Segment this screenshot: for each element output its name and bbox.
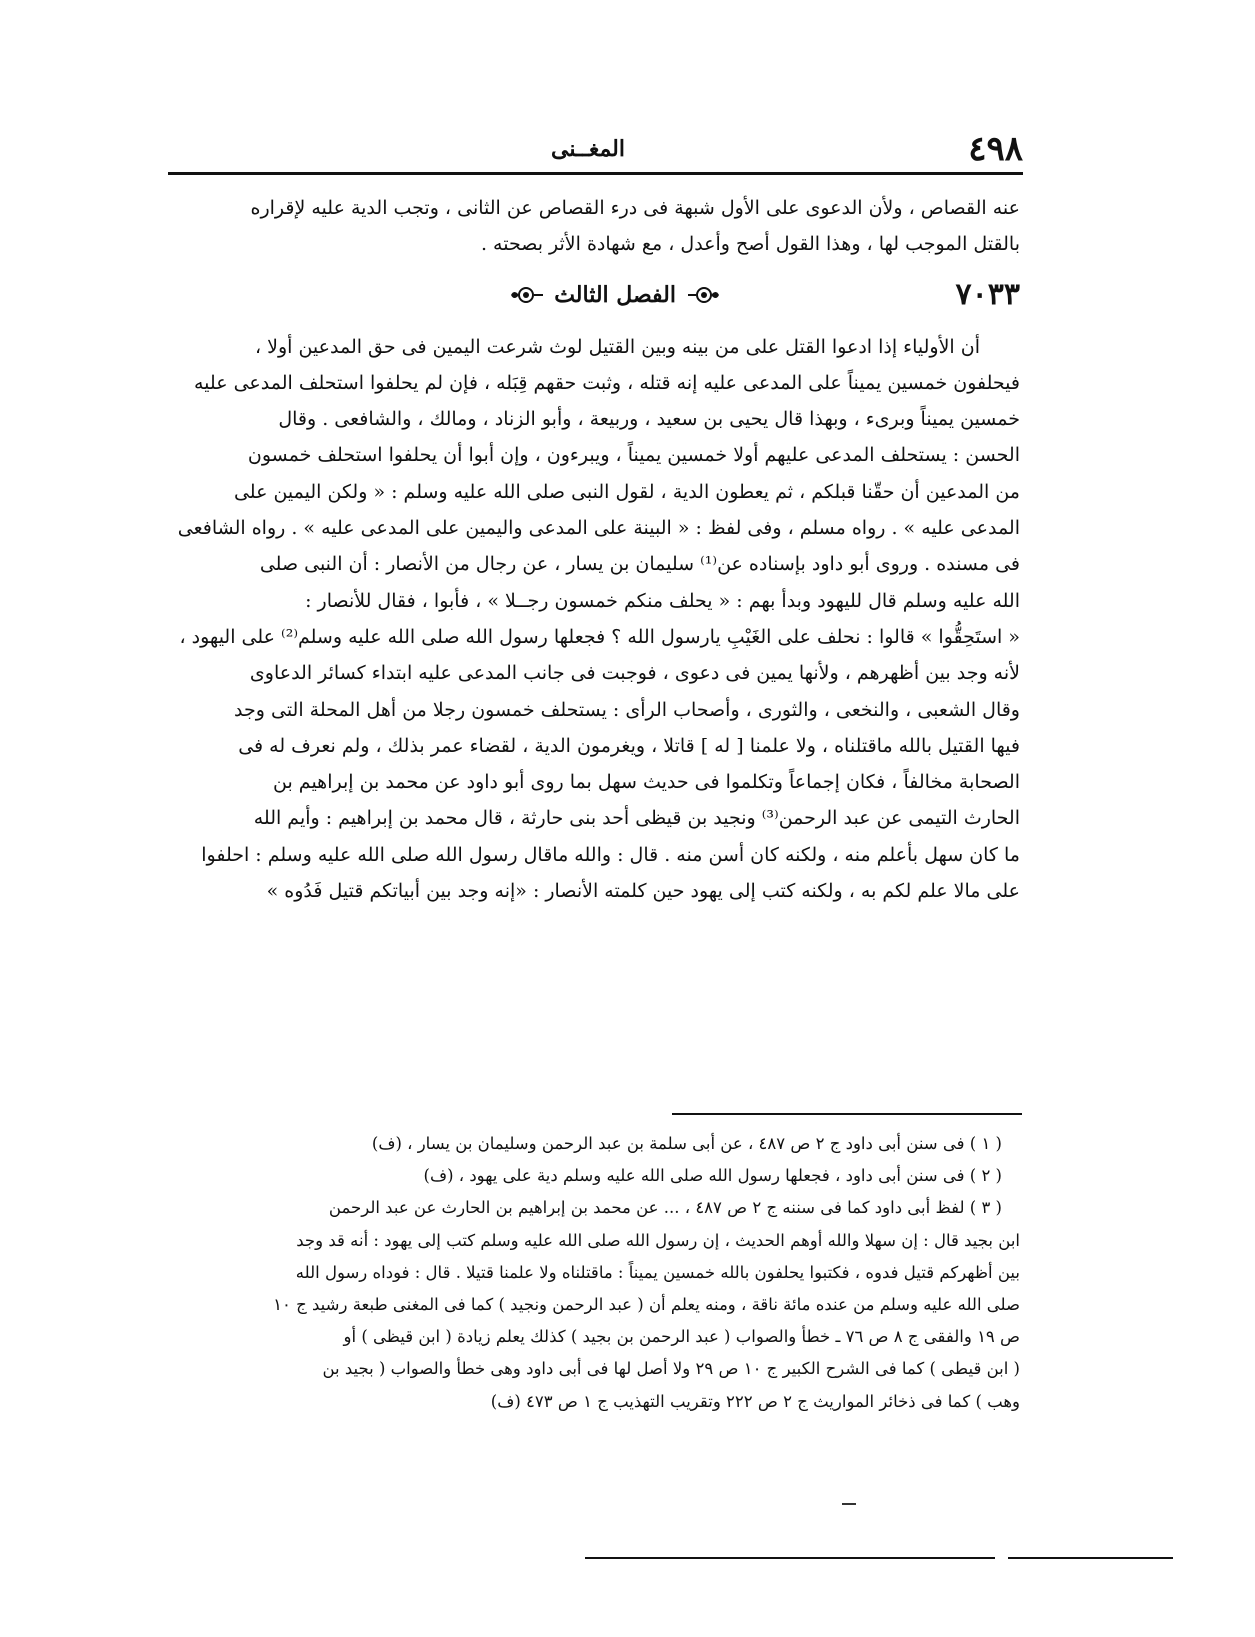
footnote-line: ( ١ ) فى سنن أبى داود ج ٢ ص ٤٨٧ ، عن أبى سلمة بن عبد الرحمن وسليمان بن يسار ، (ف) [371, 1134, 1002, 1153]
floral-ornament-icon [510, 284, 544, 306]
bottom-rule [1008, 1557, 1173, 1559]
footnotes [172, 1128, 1020, 1418]
footnote-line: ( ٢ ) فى سنن أبى داود ، فجعلها رسول الله صلى الله عليه وسلم دية على يهود ، (ف) [423, 1166, 1002, 1186]
text-line: الحارث التيمى عن عبد الرحمن⁽³⁾ ونجيد بن قيظى أحد بنى حارثة ، قال محمد بن إبراهيم : وأيم الله [253, 807, 1020, 830]
footnote-line: ( ٣ ) لفظ أبى داود كما فى سننه ج ٢ ص ٤٨٧ ، ... عن محمد بن إبراهيم بن الحارث عن عبد الرحمن [328, 1198, 1002, 1218]
footnote-line: وهب ) كما فى ذخائر المواريث ج ٢ ص ٢٢٢ وتقريب التهذيب ج ١ ص ٤٧٣ (ف) [490, 1391, 1020, 1411]
section-title: الفصل الثالث [554, 281, 676, 308]
page-number: ٤٩٨ [968, 129, 1023, 169]
text-line: أن الأولياء إذا ادعوا القتل على من بينه وبين القتيل لوث شرعت اليمين فى حق المدعين أولا ، [254, 335, 980, 358]
text-line: بالقتل الموجب لها ، وهذا القول أصح وأعدل ، مع شهادة الأثر بصحته . [480, 233, 1020, 256]
text-line: « استَحِقُّوا » قالوا : نحلف على الغَيْبِ يارسول الله ؟ فجعلها رسول الله صلى الله عليه وسلم⁽²⁾ على اليهود ، [179, 625, 1020, 648]
bottom-rule [585, 1557, 995, 1559]
footnote-line: ص ١٩ والفقى ج ٨ ص ٧٦ ـ خطأ والصواب ( عبد الرحمن بن بجيد ) كذلك يعلم زيادة ( ابن قيظى ) أو [343, 1327, 1020, 1347]
footnote-line: صلى الله عليه وسلم من عنده مائة ناقة ، ومنه يعلم أن ( عبد الرحمن ونجيد ) كما فى المغنى طبعة رشيد ج ١٠ [273, 1295, 1020, 1315]
text-line: على مالا علم لكم به ، ولكنه كتب إلى يهود حين كلمته الأنصار : «إنه وجد بين أبياتكم قتيل فَدُوه » [266, 880, 1020, 903]
text-line: ما كان سهل بأعلم منه ، ولكنه كان أسن منه . قال : والله ماقال رسول الله صلى الله عليه وسلم : احلفوا [201, 843, 1020, 866]
footnote-line: بين أظهركم قتيل فدوه ، فكتبوا يحلفون بالله خمسين يميناً : ماقتلناه ولا علمنا قتيلا . قال : فوداه رسول الله [295, 1262, 1020, 1282]
footnote-separator [672, 1113, 1022, 1115]
text-line: فيحلفون خمسين يميناً على المدعى عليه إنه قتله ، وثبت حقهم قِبَله ، فإن لم يحلفوا استحلف المدعى عليه [194, 371, 1020, 394]
bottom-mark [842, 1503, 856, 1505]
footnote-line: ابن بجيد قال : إن سهلا والله أوهم الحديث ، إن رسول الله صلى الله عليه وسلم كتب إلى يهود : أنه قد وجد [296, 1230, 1020, 1250]
section-title-wrap [510, 273, 720, 317]
footnote-line: ( ابن قيطى ) كما فى الشرح الكبير ج ١٠ ص ٢٩ ولا أصل لها فى أبى داود وهى خطأ والصواب ( بجيد بن [322, 1359, 1020, 1379]
text-line: من المدعين أن حقّنا قبلكم ، ثم يعطون الدية ، لقول النبى صلى الله عليه وسلم : « ولكن اليمين على [233, 480, 1020, 503]
text-line: خمسين يميناً وبرىء ، وبهذا قال يحيى بن سعيد ، وربيعة ، وأبو الزناد ، ومالك ، والشافعى . وقال [278, 408, 1020, 431]
page-header [168, 130, 1023, 168]
section-number: ٧٠٣٣ [955, 276, 1020, 312]
text-line: المدعى عليه » . رواه مسلم ، وفى لفظ : « البينة على المدعى واليمين على المدعى عليه » . رواه الشافعى [177, 517, 1020, 540]
text-line: الله عليه وسلم قال لليهود وبدأ بهم : « يحلف منكم خمسون رجــلا » ، فأبوا ، فقال للأنصار : [305, 589, 1020, 612]
running-title: المغــنى [550, 136, 625, 162]
floral-ornament-icon [686, 284, 720, 306]
text-line: عنه القصاص ، ولأن الدعوى على الأول شبهة فى درء القصاص عن الثانى ، وتجب الدية عليه لإقراره [250, 197, 1020, 219]
text-line: الصحابة مخالفاً ، فكان إجماعاً وتكلموا فى حديث سهل بما روى أبو داود عن محمد بن إبراهيم بن [273, 771, 1020, 794]
header-rule [168, 172, 1023, 175]
text-line: فيها القتيل بالله ماقتلناه ، ولا علمنا [ له ] قاتلا ، ويغرمون الدية ، لقضاء عمر بذلك ، ولم نعرف له فى [238, 734, 1020, 757]
text-line: فى مسنده . وروى أبو داود بإسناده عن⁽¹⁾ سليمان بن يسار ، عن رجال من الأنصار : أن النبى صلى [259, 553, 1020, 576]
text-line: الحسن : يستحلف المدعى عليهم أولا خمسين يميناً ، ويبرءون ، وإن أبوا أن يحلفوا استحلف خمسون [247, 444, 1020, 467]
section-heading [172, 273, 1020, 317]
text-line: لأنه وجد بين أظهرهم ، ولأنها يمين فى دعوى ، فوجبت فى جانب المدعى عليه ابتداء كسائر الدعاوى [249, 662, 1020, 685]
text-line: وقال الشعبى ، والنخعى ، والثورى ، وأصحاب الرأى : يستحلف خمسون رجلا من أهل المحلة التى وجد [234, 698, 1020, 721]
main-text [172, 190, 1020, 909]
